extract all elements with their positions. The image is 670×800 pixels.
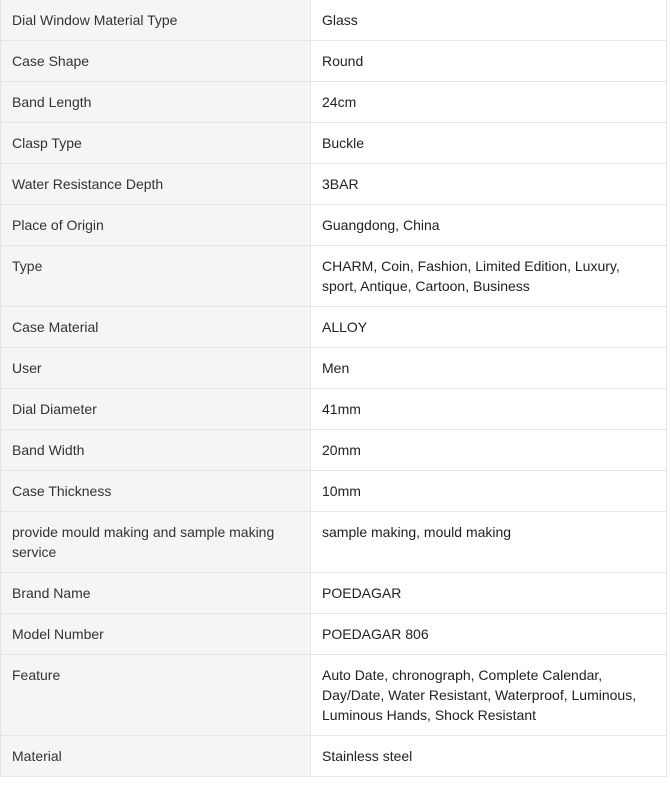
spec-row-user [1,348,667,389]
spec-row-clasp-type [1,123,667,164]
spec-value: Buckle [311,123,667,164]
spec-row-band-width [1,430,667,471]
spec-label: User [1,348,311,389]
spec-row-feature [1,655,667,736]
spec-label: Band Length [1,82,311,123]
spec-value: 24cm [311,82,667,123]
spec-label: Case Material [1,307,311,348]
spec-row-band-length [1,82,667,123]
spec-value: Men [311,348,667,389]
spec-row-brand-name [1,573,667,614]
spec-label: Type [1,246,311,307]
spec-row-case-shape [1,41,667,82]
spec-label: Case Shape [1,41,311,82]
spec-value: Round [311,41,667,82]
spec-row-mould-making-service [1,512,667,573]
spec-row-model-number [1,614,667,655]
spec-label: Case Thickness [1,471,311,512]
spec-value: Stainless steel [311,736,667,777]
spec-value: Guangdong, China [311,205,667,246]
spec-value: 3BAR [311,164,667,205]
spec-label: Place of Origin [1,205,311,246]
spec-row-material [1,736,667,777]
spec-value: Glass [311,0,667,41]
spec-label: Band Width [1,430,311,471]
spec-row-place-of-origin [1,205,667,246]
spec-row-dial-window-material-type [1,0,667,41]
spec-label: Dial Window Material Type [1,0,311,41]
spec-label: Feature [1,655,311,736]
spec-label: Material [1,736,311,777]
spec-value: sample making, mould making [311,512,667,573]
spec-value: ALLOY [311,307,667,348]
spec-value: 20mm [311,430,667,471]
spec-value: POEDAGAR [311,573,667,614]
spec-label: Brand Name [1,573,311,614]
spec-value: CHARM, Coin, Fashion, Limited Edition, Luxury, sport, Antique, Cartoon, Business [311,246,667,307]
spec-row-type [1,246,667,307]
spec-label: provide mould making and sample making service [1,512,311,573]
spec-value: 41mm [311,389,667,430]
spec-row-dial-diameter [1,389,667,430]
spec-label: Model Number [1,614,311,655]
spec-row-case-thickness [1,471,667,512]
spec-value: POEDAGAR 806 [311,614,667,655]
spec-label: Water Resistance Depth [1,164,311,205]
spec-value: 10mm [311,471,667,512]
spec-value: Auto Date, chronograph, Complete Calendar, Day/Date, Water Resistant, Waterproof, Luminous, Luminous Hands, Shock Resistant [311,655,667,736]
spec-row-case-material [1,307,667,348]
spec-label: Dial Diameter [1,389,311,430]
spec-label: Clasp Type [1,123,311,164]
spec-row-water-resistance-depth [1,164,667,205]
